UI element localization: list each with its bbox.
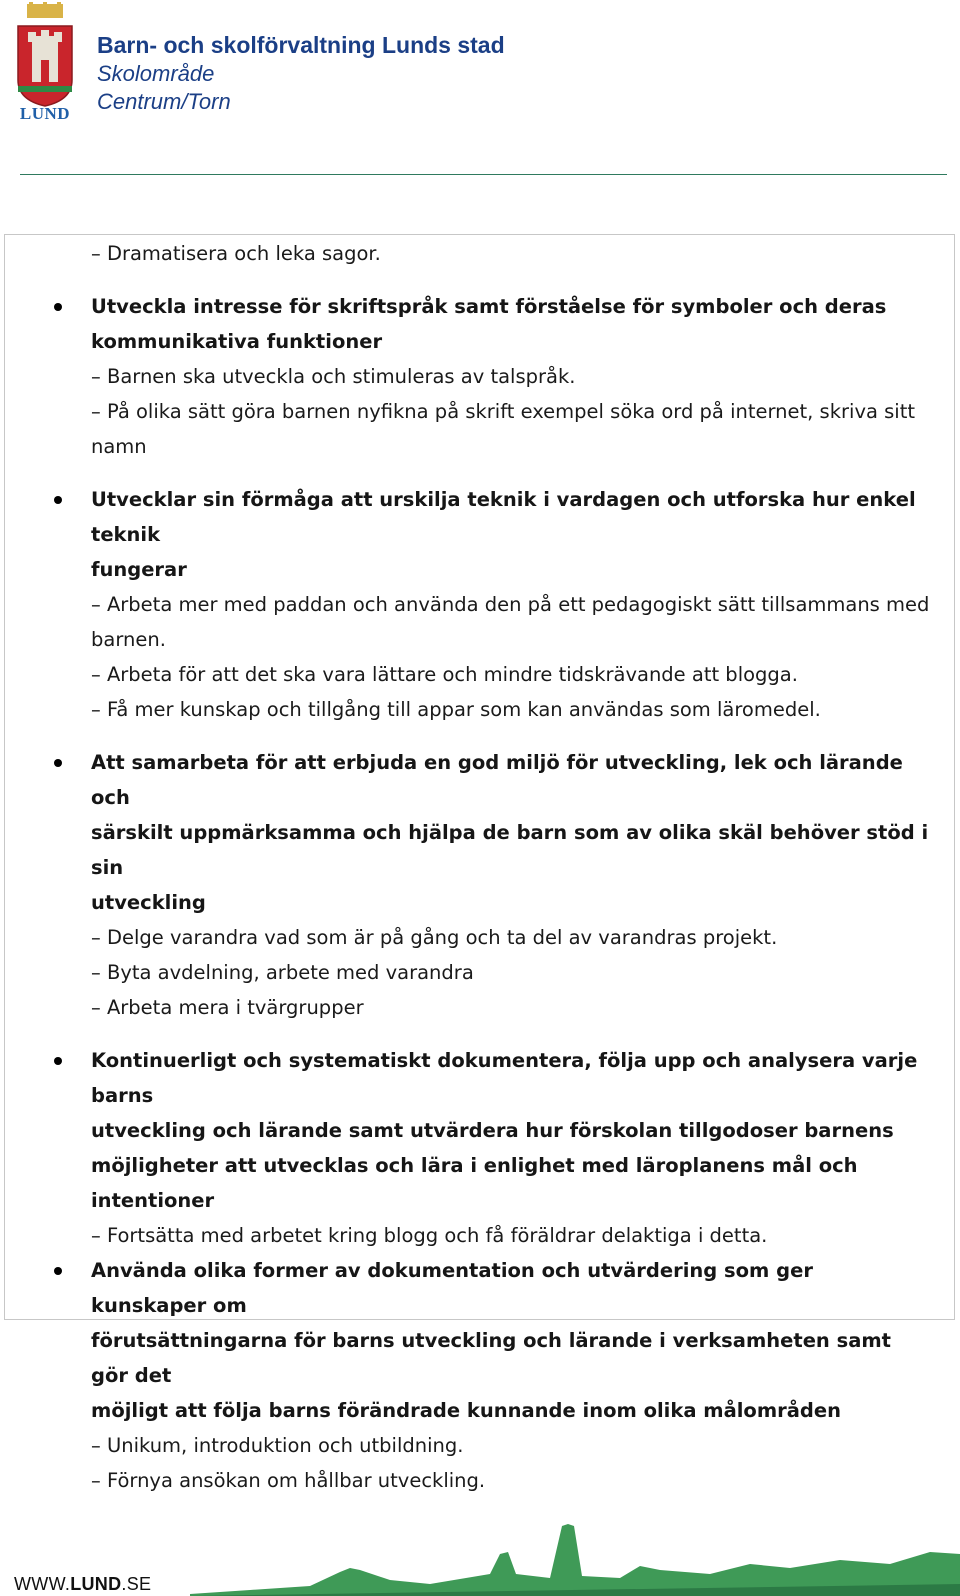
goal-heading-line [5,1253,954,1323]
goal-action-item: – Barnen ska utveckla och stimuleras av talspråk. [91,365,576,388]
goal-action-item: – Byta avdelning, arbete med varandra [91,961,474,984]
goal-heading-line [5,1043,954,1113]
url-bold: LUND [70,1574,122,1594]
footer-website-link[interactable] [14,1574,151,1595]
goal-action-item: – På olika sätt göra barnen nyfikna på skrift exempel söka ord på internet, skriva sitt namn [91,400,915,458]
goal-action-item: – Dramatisera och leka sagor. [91,242,381,265]
goal-heading-text: Utveckla intresse för skriftspråk samt förståelse för symboler och deras [91,295,887,318]
goal-heading-line: förutsättningarna för barns utveckling och lärande i verksamheten samt gör det [91,1329,891,1387]
bullet-icon [54,496,62,504]
goal-heading-text: Använda olika former av dokumentation och utvärdering som ger kunskaper om [91,1259,813,1317]
goal-heading-line: särskilt uppmärksamma och hjälpa de barn som av olika skäl behöver stöd i sin [91,821,929,879]
goal-action-item: – Arbeta för att det ska vara lättare och mindre tidskrävande att blogga. [91,663,798,686]
org-name: Barn- och skolförvaltning Lunds stad [97,32,505,58]
spacer [5,271,954,289]
footer [0,1520,960,1596]
city-skyline-graphic [190,1524,960,1596]
goal-heading-line: utveckling och lärande samt utvärdera hur förskolan tillgodoser barnens [91,1119,894,1142]
bullet-icon [54,1057,62,1065]
goal-heading-text: Utvecklar sin förmåga att urskilja teknik i vardagen och utforska hur enkel teknik [91,488,916,546]
goal-heading-line: kommunikativa funktioner [91,330,383,353]
bullet-icon [54,1267,62,1275]
goal-list [5,236,954,1498]
school-area: Skolområde [97,61,215,86]
url-suffix: .SE [121,1574,152,1594]
spacer [5,727,954,745]
goal-action-item: – Få mer kunskap och tillgång till appar som kan användas som läromedel. [91,698,821,721]
header-divider [20,174,947,175]
goal-action-item: – Delge varandra vad som är på gång och ta del av varandras projekt. [91,926,778,949]
district-name: Centrum/Torn [97,89,231,114]
org-block [97,30,505,116]
logo-caption: LUND [19,104,71,123]
goal-heading-text: Kontinuerligt och systematiskt dokumentera, följa upp och analysera varje barns [91,1049,918,1107]
letterhead [0,0,960,180]
goal-action-item: – Unikum, introduktion och utbildning. [91,1434,464,1457]
goal-heading-line [5,289,954,324]
goal-heading-line: möjligt att följa barns förändrade kunnande inom olika målområden [91,1399,841,1422]
goal-heading-line: utveckling [91,891,206,914]
goal-action-item: – Arbeta mera i tvärgrupper [91,996,364,1019]
goal-action-item: – Fortsätta med arbetet kring blogg och få föräldrar delaktiga i detta. [91,1224,768,1247]
spacer [5,464,954,482]
goal-heading-line [5,745,954,815]
bullet-icon [54,759,62,767]
bullet-icon [54,303,62,311]
goal-action-item: – Förnya ansökan om hållbar utveckling. [91,1469,486,1492]
goal-heading-text: Att samarbeta för att erbjuda en god miljö för utveckling, lek och lärande och [91,751,903,809]
spacer [5,1025,954,1043]
url-prefix: WWW. [14,1574,71,1594]
goal-action-item: – Arbeta mer med paddan och använda den på ett pedagogiskt sätt tillsammans med barnen. [91,593,930,651]
goal-heading-line [5,482,954,552]
goal-heading-line: möjligheter att utvecklas och lära i enlighet med läroplanens mål och intentioner [91,1154,858,1212]
goal-heading-line: fungerar [91,558,187,581]
content-frame [4,234,955,1492]
